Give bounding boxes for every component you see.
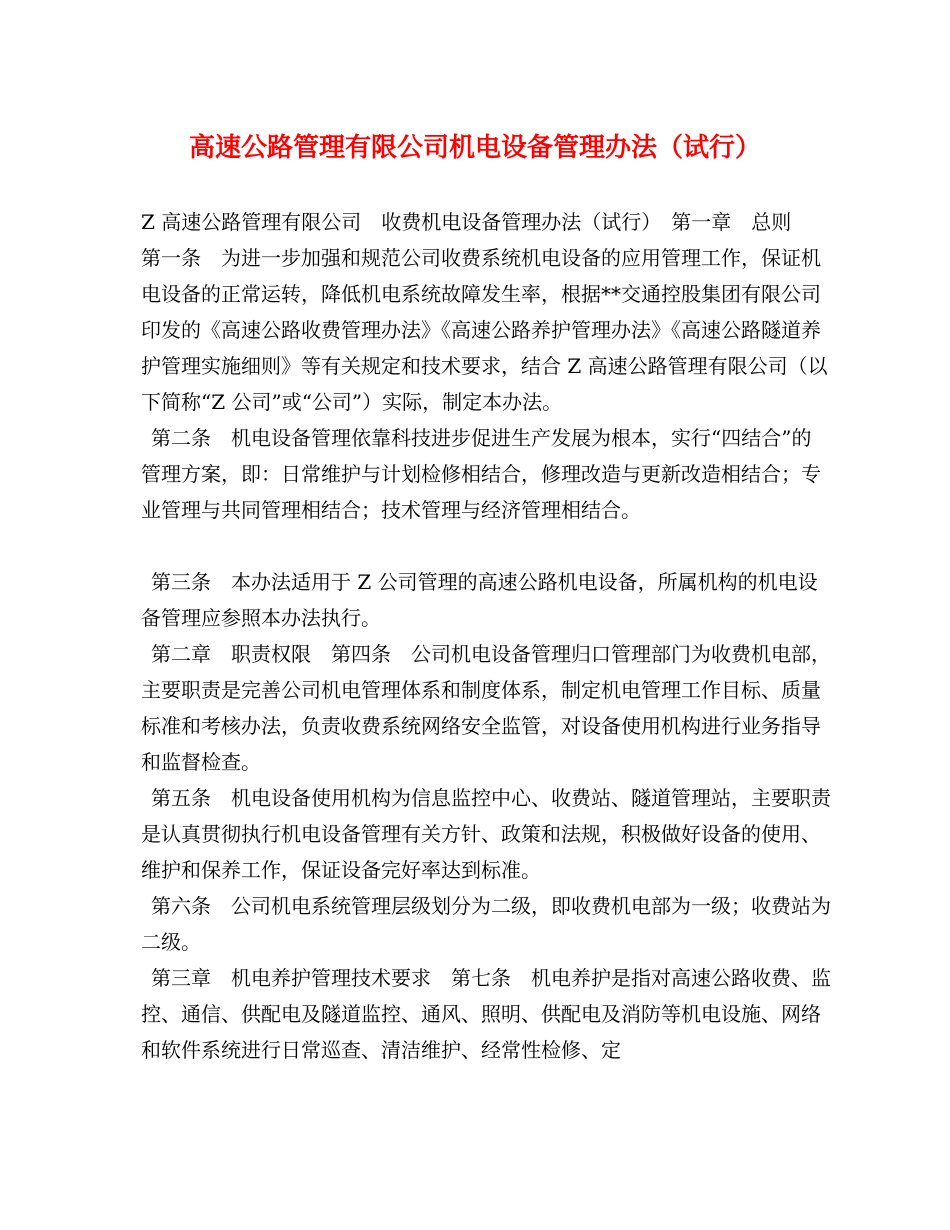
paragraph-article-3: 第三条 本办法适用于 Z 公司管理的高速公路机电设备，所属机构的机电设备管理应参照本办法执行。 xyxy=(141,570,818,630)
document-title: 高速公路管理有限公司机电设备管理办法（试行） xyxy=(188,133,761,163)
paragraph-chapter-2-article-4: 第二章 职责权限 第四条 公司机电设备管理归口管理部门为收费机电部，主要职责是完善公司机电管理体系和制度体系，制定机电管理工作目标、质量标准和考核办法，负责收费系统网络安全监管，对设备使用机构进行业务指导和监督检查。 xyxy=(141,642,831,774)
paragraph-chapter-1-article-1: Z 高速公路管理有限公司 收费机电设备管理办法（试行） 第一章 总则 第一条 为进一步加强和规范公司收费系统机电设备的应用管理工作，保证机电设备的正常运转，降低机电系统故障发生率，根据**交通控股集团有限公司印发的《高速公路收费管理办法》《高速公路养护管理办法》《高速公路隧道养护管理实施细则》等有关规定和技术要求，结合 Z 高速公路管理有限公司（以下简称“Z 公司”或“公司”）实际，制定本办法。 xyxy=(141,210,828,414)
paragraph-chapter-3-article-7: 第三章 机电养护管理技术要求 第七条 机电养护是指对高速公路收费、监控、通信、供配电及隧道监控、通风、照明、供配电及消防等机电设施、网络和软件系统进行日常巡查、清洁维护、经常性检修、定 xyxy=(141,966,831,1062)
document-body xyxy=(141,204,831,1068)
paragraph-article-5: 第五条 机电设备使用机构为信息监控中心、收费站、隧道管理站，主要职责是认真贯彻执行机电设备管理有关方针、政策和法规，积极做好设备的使用、维护和保养工作，保证设备完好率达到标准。 xyxy=(141,786,831,882)
paragraph-article-2: 第二条 机电设备管理依靠科技进步促进生产发展为根本，实行“四结合”的管理方案，即：日常维护与计划检修相结合，修理改造与更新改造相结合；专业管理与共同管理相结合；技术管理与经济管理相结合。 xyxy=(141,426,821,522)
paragraph-gap xyxy=(141,528,831,564)
paragraph-article-6: 第六条 公司机电系统管理层级划分为二级，即收费机电部为一级；收费站为二级。 xyxy=(141,894,831,954)
